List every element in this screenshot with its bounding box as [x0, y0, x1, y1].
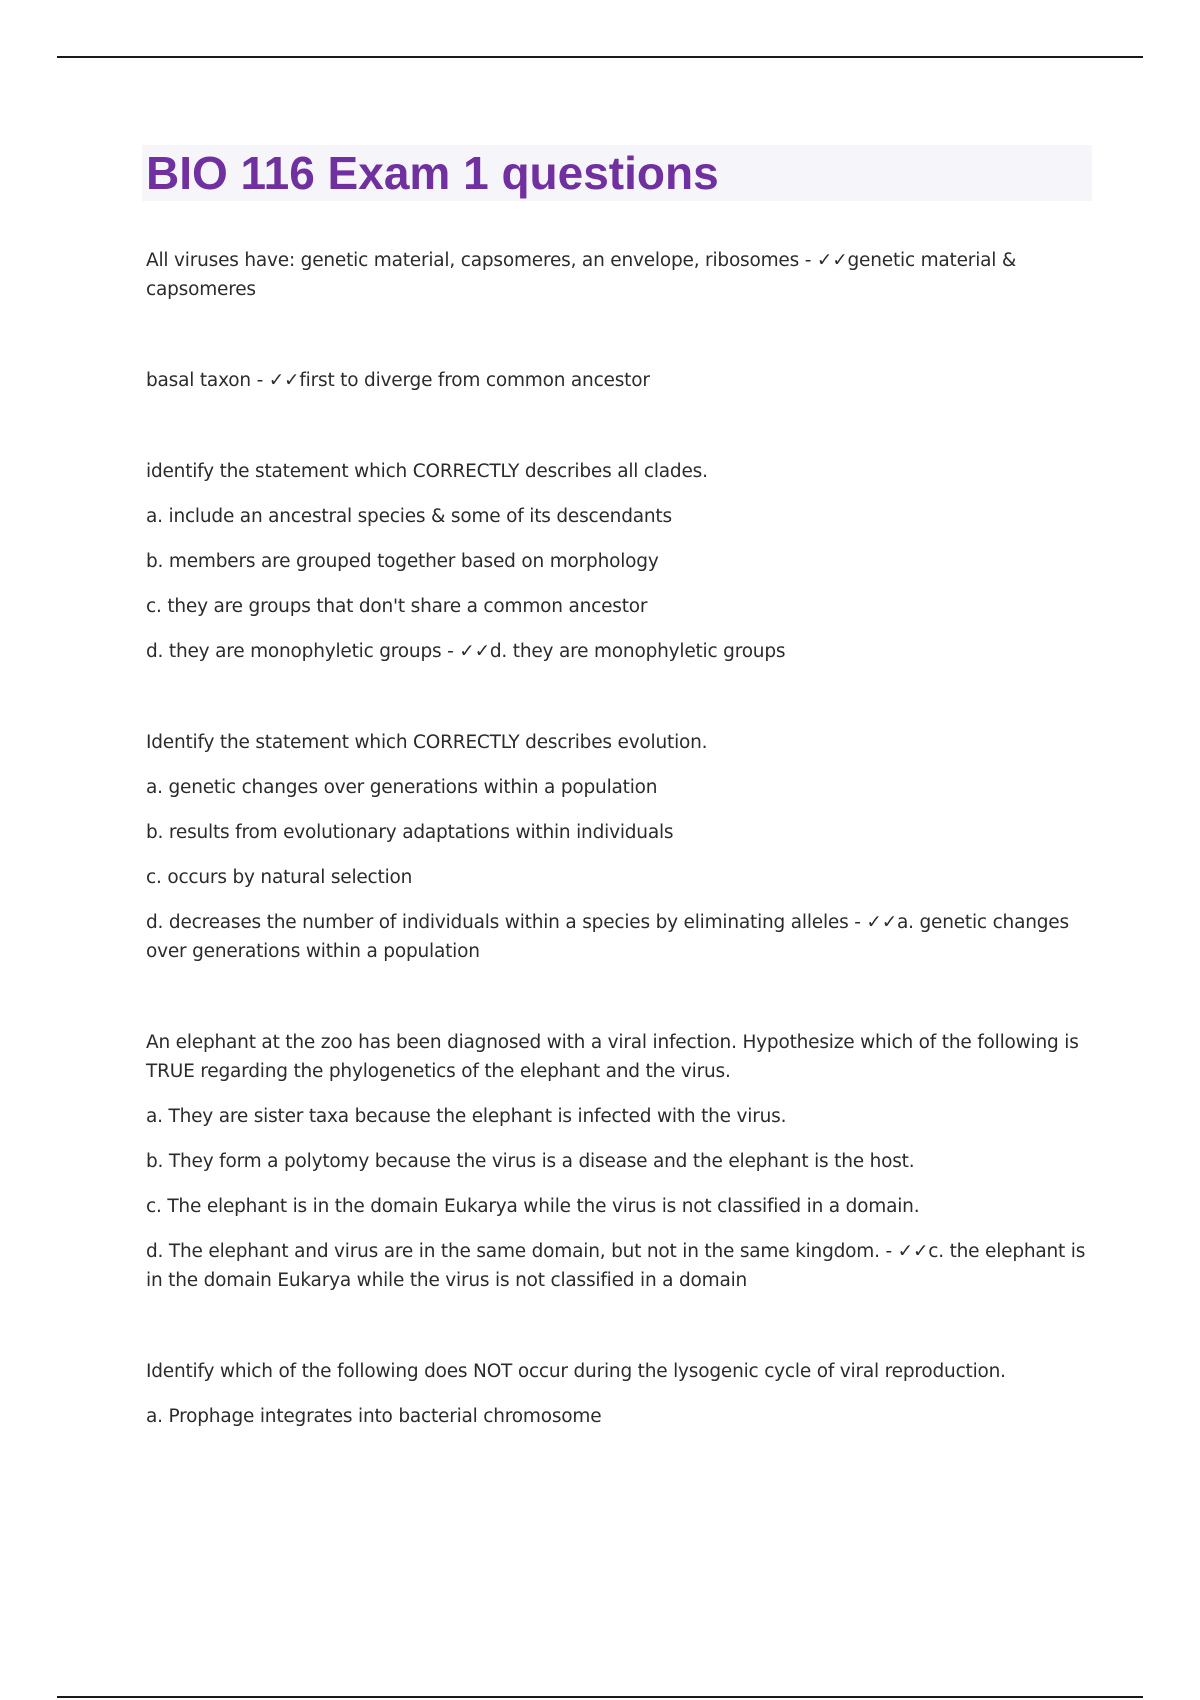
question-block	[146, 1357, 1096, 1431]
option-a: a. They are sister taxa because the elephant is infected with the virus.	[146, 1106, 787, 1127]
question-block	[146, 366, 1096, 395]
option-d: d. they are monophyletic groups	[146, 641, 442, 662]
option-a: a. include an ancestral species & some of its descendants	[146, 506, 672, 527]
check-icon: ✓✓	[816, 250, 848, 271]
question-block	[146, 728, 1096, 966]
answer-text: first to diverge from common ancestor	[299, 370, 650, 391]
option-c: c. they are groups that don't share a common ancestor	[146, 596, 648, 617]
option-d-with-answer: d. they are monophyletic groups - ✓✓d. they are monophyletic groups	[146, 641, 786, 662]
check-icon: ✓✓	[459, 641, 490, 662]
page-title: BIO 116 Exam 1 questions	[146, 147, 719, 199]
option-a: a. Prophage integrates into bacterial chromosome	[146, 1406, 602, 1427]
question-text: Identify which of the following does NOT occur during the lysogenic cycle of viral reproduction.	[146, 1361, 1006, 1382]
question-text: An elephant at the zoo has been diagnosed with a viral infection. Hypothesize which of the following is TRUE regarding the phylogenetics of the elephant and the virus.	[146, 1032, 1079, 1082]
question-block	[146, 1028, 1096, 1295]
check-icon: ✓✓	[268, 370, 300, 391]
answer-text: c. the elephant is in the domain Eukarya while the virus is not classified in a domain	[146, 1241, 1086, 1291]
option-b: b. results from evolutionary adaptations within individuals	[146, 822, 674, 843]
question-text: basal taxon	[146, 370, 251, 391]
bottom-rule	[57, 1696, 1143, 1698]
question-block	[146, 246, 1096, 304]
option-d-with-answer: d. decreases the number of individuals within a species by eliminating alleles - ✓✓a. genetic changes over generations within a population	[146, 912, 1069, 962]
option-d-with-answer: d. The elephant and virus are in the same domain, but not in the same kingdom. - ✓✓c. the elephant is in the domain Eukarya while the virus is not classified in a domain	[146, 1241, 1086, 1291]
option-c: c. The elephant is in the domain Eukarya while the virus is not classified in a domain.	[146, 1196, 920, 1217]
check-icon: ✓✓	[866, 912, 897, 933]
top-rule	[57, 56, 1143, 58]
option-d: d. decreases the number of individuals within a species by eliminating alleles	[146, 912, 849, 933]
question-text: All viruses have: genetic material, capsomeres, an envelope, ribosomes	[146, 250, 800, 271]
option-d: d. The elephant and virus are in the same domain, but not in the same kingdom.	[146, 1241, 880, 1262]
answer-text: genetic material & capsomeres	[146, 250, 1017, 300]
question-text: Identify the statement which CORRECTLY describes evolution.	[146, 732, 708, 753]
answer-text: a. genetic changes over generations within a population	[146, 912, 1069, 962]
question-block	[146, 457, 1096, 666]
option-c: c. occurs by natural selection	[146, 867, 413, 888]
option-a: a. genetic changes over generations within a population	[146, 777, 658, 798]
question-line: basal taxon - ✓✓first to diverge from common ancestor	[146, 370, 650, 391]
option-b: b. They form a polytomy because the virus is a disease and the elephant is the host.	[146, 1151, 915, 1172]
question-line: All viruses have: genetic material, capsomeres, an envelope, ribosomes - ✓✓genetic material & capsomeres	[146, 250, 1017, 300]
check-icon: ✓✓	[897, 1241, 929, 1262]
answer-text: d. they are monophyletic groups	[489, 641, 786, 662]
question-text: identify the statement which CORRECTLY describes all clades.	[146, 461, 708, 482]
question-list	[146, 246, 1096, 1493]
option-b: b. members are grouped together based on morphology	[146, 551, 659, 572]
